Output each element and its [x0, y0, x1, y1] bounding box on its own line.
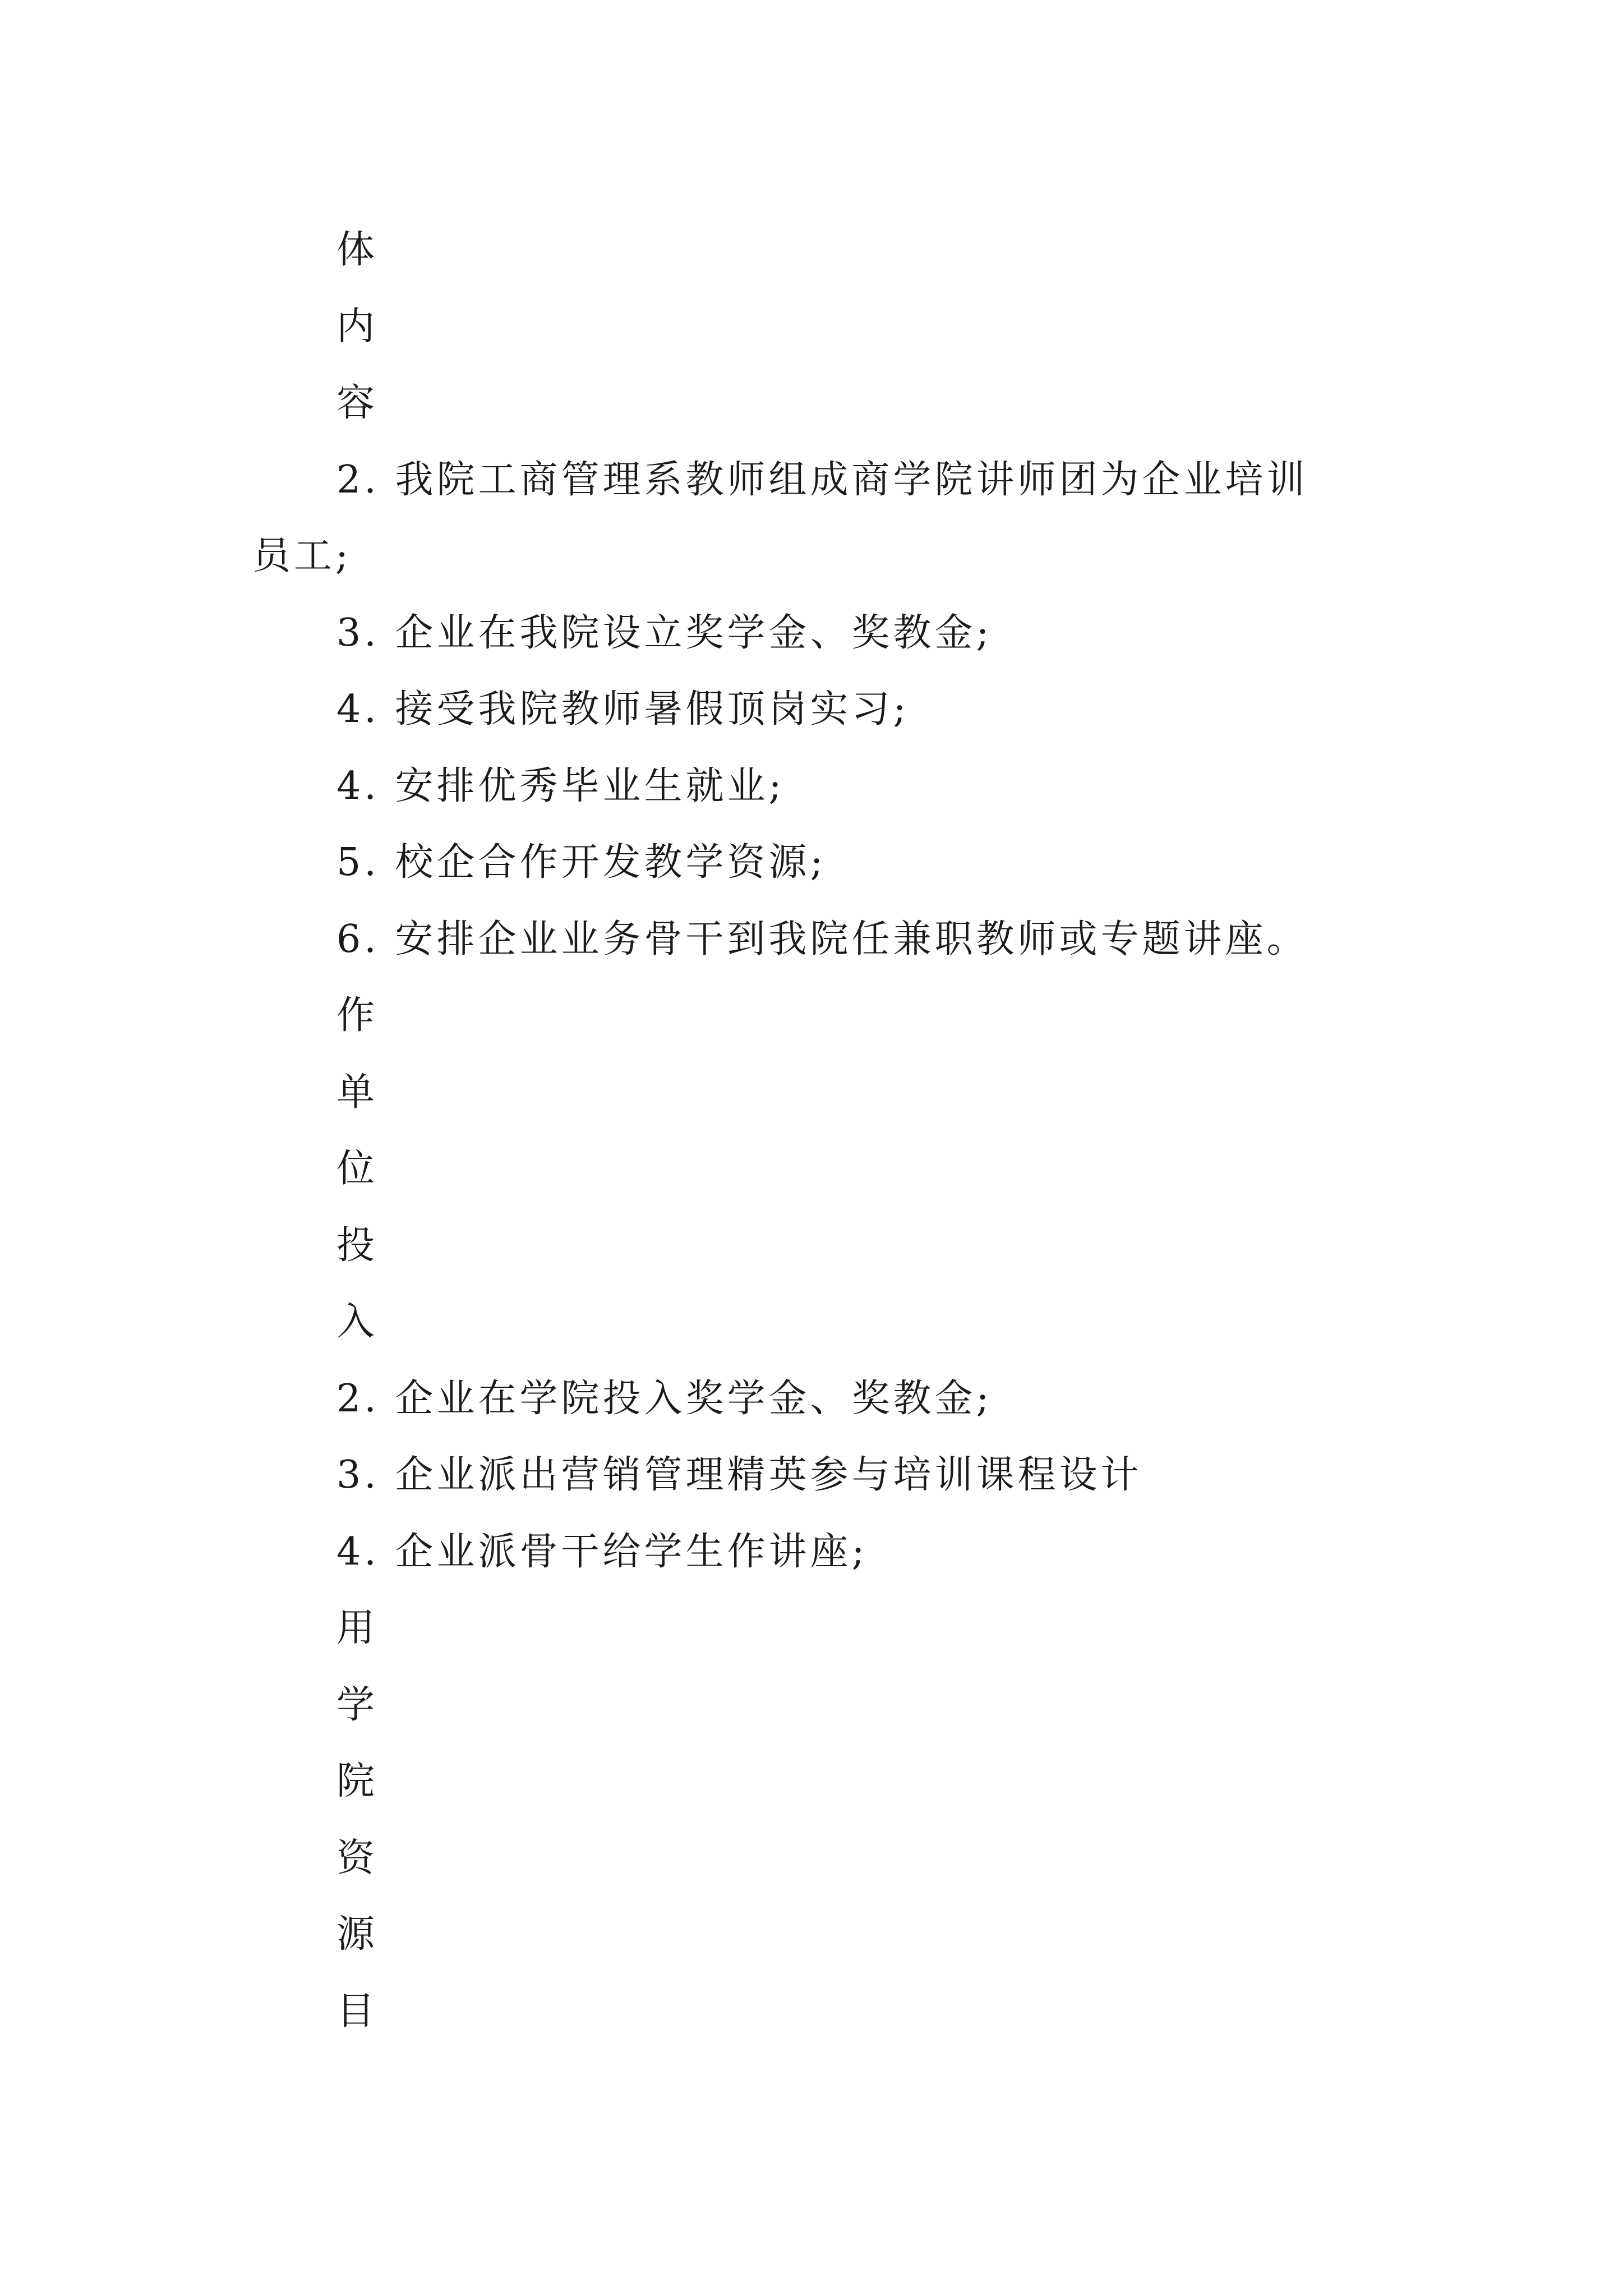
text-line: 投: [336, 1223, 379, 1268]
list-item: 4. 企业派骨干给学生作讲座;: [336, 1529, 868, 1574]
text-line: 目: [336, 1989, 379, 2033]
text-line: 院: [336, 1759, 379, 1803]
list-item: 5. 校企合作开发教学资源;: [336, 840, 827, 885]
document-body: [252, 212, 1391, 2050]
text-line: 单: [336, 1070, 379, 1115]
list-item: 6. 安排企业业务骨干到我院任兼职教师或专题讲座。: [336, 917, 1308, 961]
text-line: 源: [336, 1912, 379, 1957]
list-item: 4. 安排优秀毕业生就业;: [336, 763, 785, 808]
text-line: 资: [336, 1835, 379, 1880]
list-item-continuation: 员工;: [252, 534, 352, 578]
list-item: 3. 企业派出营销管理精英参与培训课程设计: [336, 1453, 1142, 1497]
text-line: 作: [336, 993, 379, 1038]
text-line: 容: [336, 381, 379, 425]
text-line: 体: [336, 228, 379, 272]
text-line: 学: [336, 1682, 379, 1727]
text-line: 内: [336, 304, 379, 349]
list-item: 2. 我院工商管理系教师组成商学院讲师团为企业培训: [336, 457, 1308, 502]
text-line: 用: [336, 1606, 379, 1650]
list-item: 2. 企业在学院投入奖学金、奖教金;: [336, 1376, 993, 1421]
list-item: 4. 接受我院教师暑假顶岗实习;: [336, 687, 910, 731]
list-item: 3. 企业在我院设立奖学金、奖教金;: [336, 610, 993, 655]
text-line: 入: [336, 1300, 379, 1344]
text-line: 位: [336, 1147, 379, 1191]
